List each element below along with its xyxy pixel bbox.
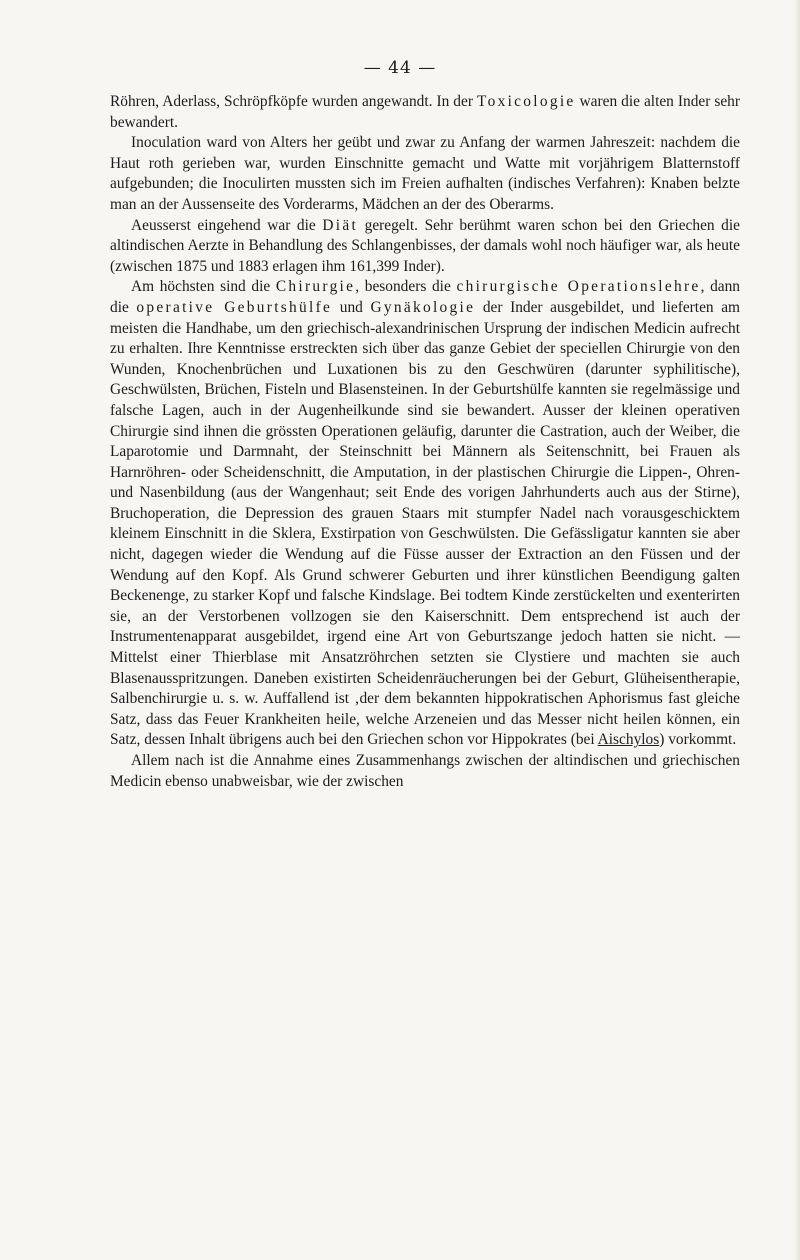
spaced-emphasis-text: Chirurgie — [275, 278, 356, 296]
text-run: Aeusserst eingehend war die — [131, 216, 323, 234]
paragraph — [110, 751, 740, 792]
paragraph — [110, 92, 740, 133]
body-text — [110, 92, 740, 792]
page-number: — 44 — — [363, 58, 437, 78]
text-run: Allem nach ist die Annahme eines Zusammenhangs zwischen der altindischen und griechischen Medicin ebenso unabweisbar, wie der zwischen — [110, 752, 740, 790]
page-edge-shadow — [794, 0, 800, 1260]
text-run: geregelt. Sehr berühmt waren schon bei den Griechen die altindischen Aerzte in Behandlung des Schlangenbisses, der damals wohl noch häufiger war, als heute (zwischen 1875 und 1883 erlagen ihm 161,399 Inder). — [110, 216, 740, 275]
text-run: Röhren, Aderlass, Schröpfköpfe wurden angewandt. In der — [110, 93, 477, 110]
spaced-emphasis-text: chirurgische Operationslehre — [456, 278, 701, 296]
paragraph — [110, 277, 740, 751]
text-run: , besonders die — [355, 278, 457, 296]
text-run: , dann die — [110, 278, 740, 316]
underlined-text: Aischylos — [597, 731, 660, 749]
spaced-emphasis-text: Diät — [322, 216, 359, 234]
text-run: waren die alten Inder sehr bewandert. — [110, 93, 740, 131]
text-run: ) vorkommt. — [659, 731, 737, 749]
spaced-emphasis-text: Gynäkologie — [370, 298, 476, 316]
spaced-emphasis-text: Toxicologie — [476, 93, 576, 110]
paragraph — [110, 133, 740, 215]
text-run: Inoculation ward von Alters her geübt und zwar zu Anfang der warmen Jahreszeit: nachdem die Haut roth gerieben war, wurden Einschnitte gemacht und Watte mit vorjährigem Blatternstoff aufgebunden; die Inoculirten mussten sich im Freien aufhalten (indisches Verfahren): Knaben belzte man an der Aussenseite des Vorderarms, Mädchen an der des Oberarms. — [110, 134, 740, 213]
text-run: der Inder ausgebildet, und lieferten am meisten die Handhabe, um den griechisch-alexandrinischen Ursprung der indischen Medicin aufrecht zu erhalten. Ihre Kenntnisse erstreckten sich über das ganze Gebiet der speciellen Chirurgie von den Wunden, Knochenbrüchen und Luxationen bis zu den Geschwüren (darunter syphilitische), Geschwülsten, Brüchen, Fisteln und Blasensteinen. In der Geburtshülfe kannten sie regelmässige und falsche Lagen, auch in der Augenheilkunde sind sie bewandert. Ausser der kleinen operativen Chirurgie sind ihnen die grössten Operationen geläufig, darunter die Castration, auch der Weiber, die Laparotomie und Darmnaht, der Steinschnitt bei Männern als Seitenschnitt, bei Frauen als Harnröhren- oder Scheidenschnitt, die Amputation, in der plastischen Chirurgie die Lippen-, Ohren- und Nasenbildung (aus der Wangenhaut; seit Ende des vorigen Jahrhunderts auch aus der Stirne), Bruchoperation, die Depression des grauen Staars mit stumpfer Nadel nach vorausgeschicktem kleinem Einschnitt in die Sklera, Exstirpation von Geschwülsten. Die Gefässligatur kannten sie aber nicht, dagegen wieder die Wendung auf die Füsse ausser der Extraction an den Füssen und der Wendung auf den Kopf. Als Grund schwerer Geburten und ihrer künstlichen Beendigung galten Beckenenge, zu starker Kopf und falsche Kindslage. Bei todtem Kinde zerstückelten und exenterirten sie, an der Verstorbenen vollzogen sie den Kaiserschnitt. Dem entsprechend ist auch der Instrumentenapparat ausgebildet, irgend eine Art von Geburtszange jedoch hatten sie nicht. — Mittelst einer Thierblase mit Ansatzröhrchen setzten sie Clystiere und machten sie auch Blasenausspritzungen. Daneben existirten Scheidenräucherungen bei der Geburt, Glüheisentherapie, Salbenchirurgie u. s. w. Auffallend ist ‚der dem bekannten hippokratischen Aphorismus fast gleiche Satz, dass das Feuer Krankheiten heile, welche Arzeneien und das Messer nicht heilen können, ein Satz, dessen Inhalt übrigens auch bei den Griechen schon vor Hippokrates (bei — [110, 298, 740, 749]
spaced-emphasis-text: operative Geburtshülfe — [136, 298, 333, 316]
text-run: Am höchsten sind die — [131, 278, 276, 296]
paragraph — [110, 216, 740, 278]
text-run: und — [332, 298, 371, 316]
